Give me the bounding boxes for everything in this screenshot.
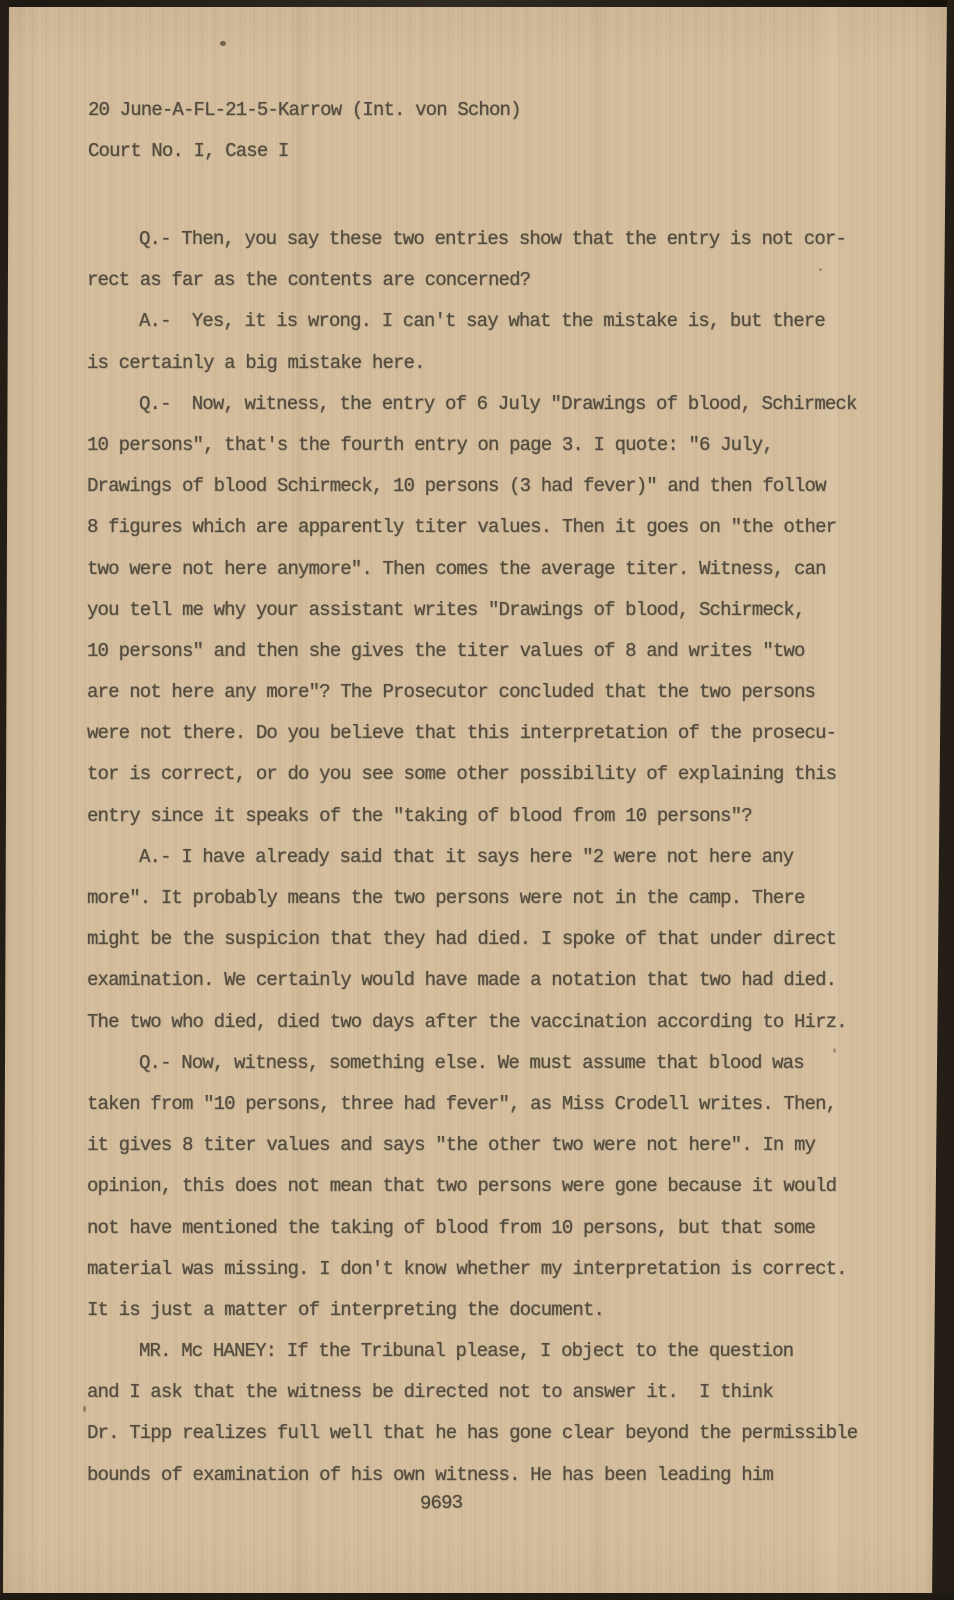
page-number: 9693 xyxy=(419,1491,463,1515)
text-line: might be the suspicion that they had died. I spoke of that under direct xyxy=(87,928,837,951)
scan-edge-right xyxy=(928,0,954,1600)
text-line: Q.- Now, witness, the entry of 6 July "Drawings of blood, Schirmeck xyxy=(139,392,857,415)
text-line: rect as far as the contents are concerned? xyxy=(87,269,531,292)
transcript-body xyxy=(87,219,857,1496)
paper-speck xyxy=(833,1048,836,1053)
text-line: and I ask that the witness be directed not to answer it. I think xyxy=(87,1381,773,1404)
text-line: It is just a matter of interpreting the document. xyxy=(87,1298,605,1321)
text-line: entry since it speaks of the "taking of blood from 10 persons"? xyxy=(87,804,752,827)
text-line: you tell me why your assistant writes "Drawings of blood, Schirmeck, xyxy=(87,598,805,621)
paper-speck xyxy=(819,268,822,271)
text-line: Drawings of blood Schirmeck, 10 persons (3 had fever)" and then follow xyxy=(87,475,826,498)
text-line: tor is correct, or do you see some other possibility of explaining this xyxy=(87,763,837,786)
text-line: material was missing. I don't know whether my interpretation is correct. xyxy=(87,1257,847,1280)
paper-speck xyxy=(83,1406,86,1412)
header-court-case-line: Court No. I, Case I xyxy=(88,140,289,163)
text-line: it gives 8 titer values and says "the other two were not here". In my xyxy=(87,1134,816,1157)
scan-edge-left xyxy=(0,0,9,1600)
text-line: were not there. Do you believe that this interpretation of the prosecu- xyxy=(87,722,837,745)
transcript-header xyxy=(88,90,521,172)
header-reference-line: 20 June-A-FL-21-5-Karrow (Int. von Schon) xyxy=(88,99,521,121)
paper-speck xyxy=(220,41,226,46)
scan-edge-top xyxy=(0,0,954,7)
text-line: Dr. Tipp realizes full well that he has gone clear beyond the permissible xyxy=(87,1422,858,1445)
text-line: A.- I have already said that it says here "2 were not here any xyxy=(139,845,794,868)
text-line: The two who died, died two days after the vaccination according to Hirz. xyxy=(87,1010,847,1033)
text-line: Q.- Now, witness, something else. We must assume that blood was xyxy=(139,1051,804,1074)
text-line: more". It probably means the two persons were not in the camp. There xyxy=(87,887,805,909)
text-line: is certainly a big mistake here. xyxy=(87,351,425,374)
text-line: two were not here anymore". Then comes the average titer. Witness, can xyxy=(87,557,826,580)
text-line: opinion, this does not mean that two persons were gone because it would xyxy=(87,1175,837,1198)
text-line: A.- Yes, it is wrong. I can't say what the mistake is, but there xyxy=(139,310,825,333)
text-line: bounds of examination of his own witness. He has been leading him xyxy=(87,1463,773,1486)
scan-edge-bottom xyxy=(0,1593,954,1600)
text-line: not have mentioned the taking of blood from 10 persons, but that some xyxy=(87,1216,816,1239)
text-line: 10 persons", that's the fourth entry on page 3. I quote: "6 July, xyxy=(87,433,773,456)
text-line: are not here any more"? The Prosecutor concluded that the two persons xyxy=(87,681,816,704)
text-line: taken from "10 persons, three had fever", as Miss Crodell writes. Then, xyxy=(87,1092,837,1115)
text-line: examination. We certainly would have made a notation that two had died. xyxy=(87,969,837,992)
text-line: MR. Mc HANEY: If the Tribunal please, I object to the question xyxy=(139,1340,794,1363)
text-line: Q.- Then, you say these two entries show that the entry is not cor- xyxy=(139,228,846,250)
text-line: 10 persons" and then she gives the titer values of 8 and writes "two xyxy=(87,639,805,662)
text-line: 8 figures which are apparently titer values. Then it goes on "the other xyxy=(87,516,837,539)
